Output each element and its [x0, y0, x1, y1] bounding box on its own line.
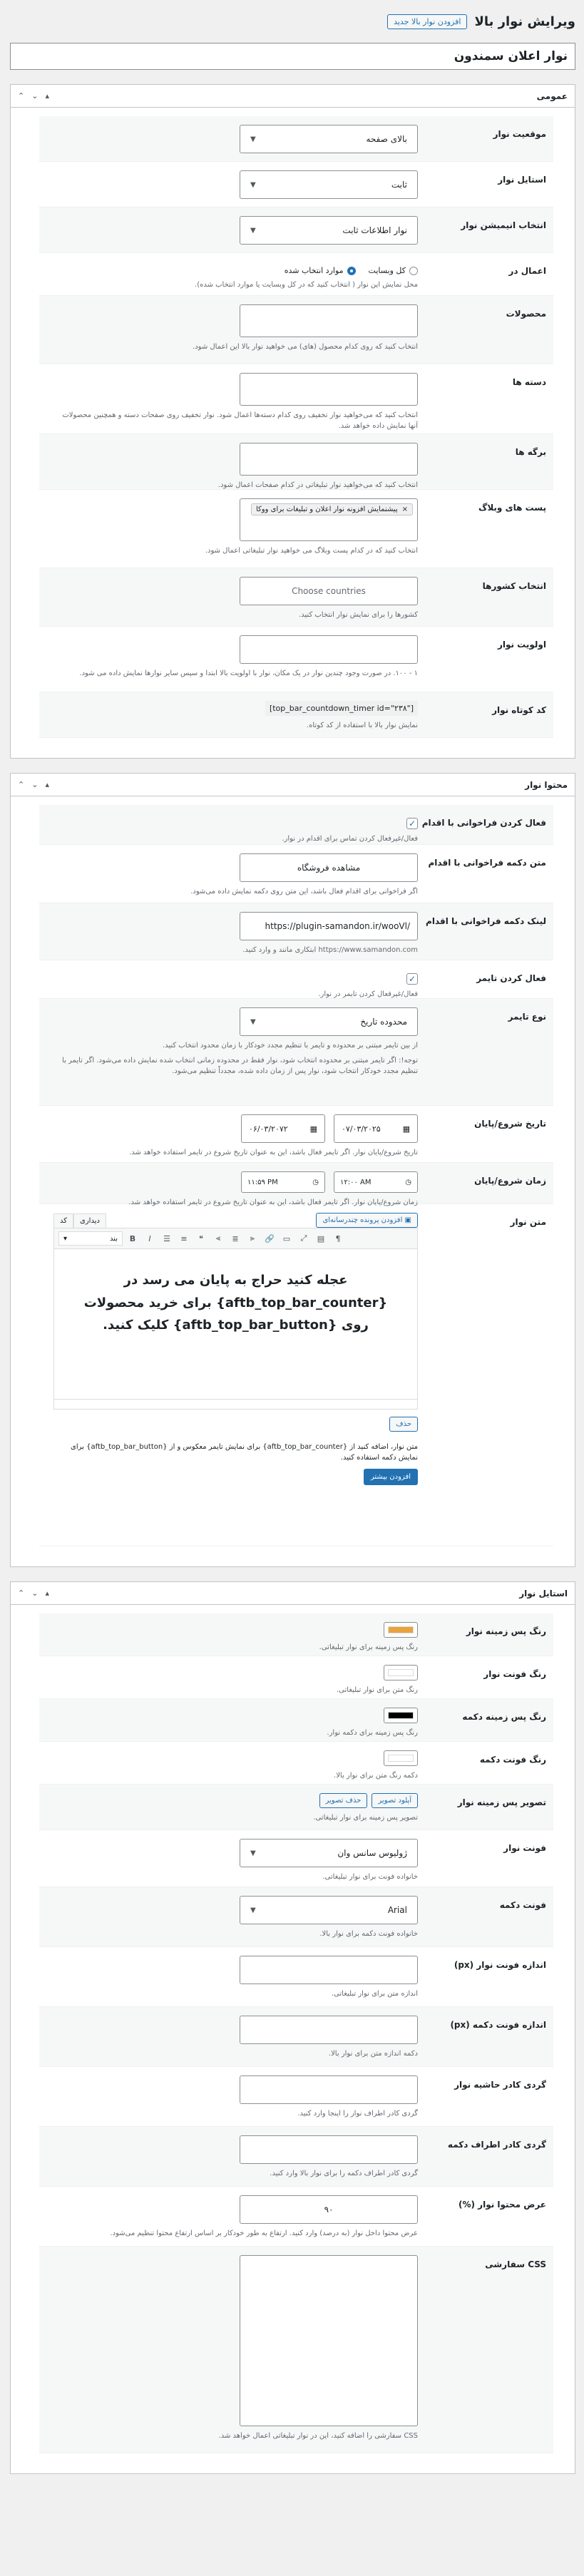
style-select[interactable]: ثابت ▼ — [240, 170, 418, 199]
chevron-down-icon: ▼ — [250, 180, 256, 189]
width-input[interactable]: ۹۰ — [240, 2195, 418, 2224]
page-header — [10, 7, 575, 36]
btn-bg-desc: رنگ پس زمینه برای دکمه نوار. — [327, 1729, 418, 1737]
shortcode-label: کد کوتاه نوار — [492, 705, 546, 715]
enable-timer-checkbox[interactable]: ✓ — [406, 973, 418, 985]
move-up-icon[interactable]: ⌃ — [18, 91, 25, 101]
font-label: فونت نوار — [503, 1843, 546, 1853]
border-radius-label: گردی کادر حاشیه نوار — [454, 2080, 546, 2090]
style-metabox-title: استایل نوار — [519, 1588, 568, 1599]
btn-font-family-select[interactable]: Arial ▼ — [240, 1896, 418, 1924]
pages-label: برگه ها — [515, 447, 546, 457]
bullet-list-icon[interactable]: ☰ — [163, 1233, 170, 1243]
bg-color-label: رنگ پس زمینه نوار — [466, 1626, 546, 1636]
bold-icon[interactable]: B — [129, 1233, 136, 1243]
font-size-input[interactable] — [240, 1956, 418, 1984]
delete-button[interactable]: حذف — [389, 1417, 418, 1432]
start-time-input[interactable]: ۱۲:۰۰ AM ◷ — [334, 1171, 418, 1193]
timer-type-note: توجه‌!: اگر تایمر مبتنی بر محدوده انتخاب شود، نوار فقط در محدوده زمانی انتخاب شده نمایش داده می‌شود. اگر تایمر با تنظیم مجدد خودکار انتخاب شود، نوار پس از زمان داده شده، مجدداً تنظیم می‌شود. — [62, 1057, 418, 1075]
bg-image-desc: تصویر پس زمینه برای نوار تبلیغاتی. — [313, 1814, 418, 1822]
timer-type-desc: از بین تایمر مبتنی بر محدوده و تایمر با تنظیم مجدد خودکار با زمان محدود انتخاب کنید. — [162, 1042, 418, 1050]
posts-select[interactable] — [240, 498, 418, 541]
remove-chip-icon[interactable]: × — [401, 506, 408, 513]
align-center-icon[interactable]: ≣ — [232, 1233, 239, 1243]
font-color-picker[interactable] — [384, 1665, 418, 1680]
toggle-panel-icon[interactable]: ▴ — [45, 1589, 49, 1598]
page-title: ویرایش نوار بالا — [474, 14, 575, 29]
fullscreen-icon[interactable]: ⤢ — [300, 1233, 307, 1243]
bg-image-label: تصویر پس زمینه نوار — [457, 1797, 546, 1807]
btn-font-label: رنگ فونت دکمه — [479, 1755, 546, 1765]
align-left-icon[interactable]: ⫷ — [215, 1233, 221, 1243]
btn-font-family-desc: خانواده فونت دکمه برای نوار بالا. — [319, 1930, 418, 1938]
chevron-down-icon: ▾ — [63, 1234, 68, 1243]
media-icon: ▣ — [404, 1216, 411, 1224]
link-icon[interactable]: 🔗 — [265, 1233, 275, 1243]
post-title-input[interactable]: نوار اعلان سمندون — [10, 43, 575, 70]
apply-on-desc: محل نمایش این نوار ( انتخاب کنید که در کل وبسایت یا موارد انتخاب شده). — [195, 281, 418, 289]
radio-selected[interactable]: موارد انتخاب شده — [285, 266, 356, 275]
categories-select[interactable] — [240, 373, 418, 406]
cta-link-input[interactable]: https://plugin-samandon.ir/wooVl/ — [240, 912, 418, 940]
start-date-input[interactable]: ۰۷/۰۳/۲۰۲۵ ▦ — [334, 1114, 418, 1143]
enable-cta-desc: فعال/غیرفعال کردن تماس برای اقدام در نوار. — [282, 835, 418, 843]
chevron-down-icon: ▼ — [250, 135, 256, 143]
toolbar-toggle-icon[interactable]: ▤ — [317, 1233, 325, 1243]
bg-color-picker[interactable] — [384, 1622, 418, 1638]
general-metabox — [10, 84, 575, 759]
editor-content[interactable]: عجله کنید حراج به پایان می رسد در {aftb_top_bar_counter} برای خرید محصولات روی {aftb_top_bar_button} کلیک کنید. — [54, 1249, 417, 1399]
width-label: عرض محتوا نوار (%) — [459, 2200, 546, 2210]
blockquote-icon[interactable]: ❝ — [199, 1233, 203, 1243]
upload-image-button[interactable]: آپلود تصویر — [372, 1793, 418, 1808]
move-down-icon[interactable]: ⌄ — [31, 1589, 39, 1598]
bar-text-note: متن نوار، اضافه کنید از {aftb_top_bar_counter} برای نمایش تایمر معکوس و از {aftb_top_bar_button} برای نمایش دکمه استفاده کنید. — [71, 1443, 418, 1462]
cta-text-input[interactable]: مشاهده فروشگاه — [240, 853, 418, 882]
tab-visual[interactable]: دیداری — [73, 1213, 106, 1228]
times-label: زمان شروع/پایان — [474, 1176, 546, 1186]
priority-label: اولویت نوار — [497, 640, 546, 650]
chevron-down-icon: ▼ — [250, 226, 256, 235]
clock-icon: ◷ — [312, 1178, 319, 1186]
btn-font-size-desc: دکمه اندازه متن برای نوار بالا. — [328, 2050, 418, 2058]
dates-label: تاریخ شروع/پایان — [474, 1119, 546, 1129]
position-select[interactable]: بالای صفحه ▼ — [240, 125, 418, 153]
btn-radius-input[interactable] — [240, 2135, 418, 2164]
tab-code[interactable]: کد — [53, 1213, 73, 1228]
posts-label: پست های وبلاگ — [478, 503, 546, 513]
cta-text-desc: اگر فراخوانی برای اقدام فعال باشد، این متن روی دکمه نمایش داده می‌شود. — [190, 888, 418, 896]
btn-radius-label: گردی کادر اطراف دکمه — [447, 2140, 546, 2150]
style-metabox — [10, 1581, 575, 2474]
countries-select[interactable]: Choose countries — [240, 577, 418, 605]
products-desc: انتخاب کنید که روی کدام محصول (های) می خواهید نوار بالا این اعمال شود. — [193, 343, 418, 351]
css-desc: CSS سفارشی را اضافه کنید، این در نوار تبلیغاتی اعمال خواهد شد. — [218, 2432, 418, 2440]
btn-font-desc: دکمه رنگ متن برای نوار بالا. — [334, 1772, 418, 1780]
format-select[interactable]: ▾ بند — [58, 1231, 123, 1246]
shortcode-value: [top_bar_countdown_timer id="۲۳۸"] — [265, 701, 418, 716]
font-size-label: اندازه فونت نوار (px) — [454, 1960, 546, 1970]
toggle-panel-icon[interactable]: ▴ — [45, 91, 49, 101]
numbered-list-icon[interactable]: ≡ — [180, 1233, 188, 1243]
chevron-down-icon: ▼ — [250, 1849, 256, 1857]
products-select[interactable] — [240, 304, 418, 337]
add-more-button[interactable]: افزودن بیشتر — [364, 1469, 418, 1485]
bar-text-label: متن نوار — [510, 1217, 546, 1227]
italic-icon[interactable]: I — [148, 1233, 151, 1243]
calendar-icon: ▦ — [402, 1124, 410, 1134]
btn-bg-picker[interactable] — [384, 1708, 418, 1723]
move-up-icon[interactable]: ⌃ — [18, 1589, 25, 1598]
times-desc: زمان شروع/پایان نوار. اگر تایمر فعال باشد، این به عنوان تاریخ شروع در تایمر استفاده خواهد شد. — [128, 1199, 418, 1206]
shortcode-desc: نمایش نوار بالا با استفاده از کد کوتاه. — [306, 722, 418, 729]
remove-image-button[interactable]: حذف تصویر — [319, 1793, 368, 1808]
custom-css-textarea[interactable] — [240, 2255, 418, 2426]
categories-desc: انتخاب کنید که می‌خواهید نوار تخفیف روی کدام دسته‌ها اعمال شود. نوار تخفیف روی صفحات دسته و همچنین محصولات آنها نمایش داده خواهد شد. — [62, 411, 418, 430]
animation-select[interactable]: نوار اطلاعات ثابت ▼ — [240, 216, 418, 245]
radio-all-site[interactable]: کل وبسایت — [369, 266, 418, 275]
move-down-icon[interactable]: ⌄ — [31, 91, 39, 101]
calendar-icon: ▦ — [309, 1124, 317, 1134]
align-right-icon[interactable]: ⫸ — [250, 1233, 255, 1243]
animation-label: انتخاب انیمیشن نوار — [461, 220, 546, 230]
priority-desc: ۱ - ۱۰۰. در صورت وجود چندین نوار در یک مکان، نوار با اولویت بالا ابتدا و سپس سایر نوارها نمایش داده می شود. — [79, 669, 418, 677]
paragraph-icon[interactable]: ¶ — [335, 1233, 341, 1243]
posts-desc: انتخاب کنید که در کدام پست وبلاگ می خواهید نوار تبلیغاتی اعمال شود. — [205, 547, 418, 555]
chevron-down-icon: ▼ — [250, 1017, 256, 1026]
priority-input[interactable] — [240, 635, 418, 664]
countries-desc: کشورها را برای نمایش نوار انتخاب کنید. — [298, 611, 418, 619]
btn-bg-label: رنگ پس زمینه دکمه — [462, 1712, 546, 1722]
categories-label: دسته ها — [512, 377, 546, 387]
products-label: محصولات — [506, 309, 546, 319]
font-color-desc: رنگ متن برای نوار تبلیغاتی. — [336, 1686, 418, 1694]
content-metabox — [10, 773, 575, 1567]
border-radius-input[interactable] — [240, 2075, 418, 2104]
enable-timer-label: فعال کردن تایمر — [476, 973, 546, 983]
pages-desc: انتخاب کنید که می‌خواهید نوار تبلیغاتی در کدام صفحات اعمال شود. — [217, 481, 418, 489]
wysiwyg-editor[interactable] — [53, 1228, 418, 1410]
add-media-button[interactable]: ▣ افزودن پرونده چندرسانه‌ای — [316, 1213, 418, 1228]
apply-on-label: اعمال در — [508, 266, 546, 276]
btn-font-size-input[interactable] — [240, 2016, 418, 2044]
btn-font-family-label: فونت دکمه — [499, 1900, 546, 1910]
btn-font-picker[interactable] — [384, 1750, 418, 1766]
enable-cta-label: فعال کردن فراخوانی با اقدام — [421, 818, 546, 828]
style-label: استایل نوار — [498, 175, 546, 185]
enable-timer-desc: فعال/غیرفعال کردن تایمر در نوار. — [318, 990, 418, 998]
timer-type-label: نوع تایمر — [508, 1012, 546, 1022]
end-time-input[interactable]: ۱۱:۵۹ PM ◷ — [241, 1171, 325, 1193]
cta-link-desc: https://www.samandon.com ابتکاری مانند و وارد کنید. — [242, 946, 418, 954]
countries-label: انتخاب کشورها — [482, 581, 546, 591]
move-down-icon[interactable]: ⌄ — [31, 780, 39, 789]
chevron-down-icon: ▼ — [250, 1906, 256, 1914]
cta-link-label: لینک دکمه فراخوانی با اقدام — [426, 916, 546, 926]
bg-color-desc: رنگ پس زمینه برای نوار تبلیغاتی. — [319, 1643, 418, 1651]
font-color-label: رنگ فونت نوار — [483, 1669, 546, 1679]
timer-type-select[interactable]: محدوده تاریخ ▼ — [240, 1007, 418, 1036]
enable-cta-checkbox[interactable]: ✓ — [406, 818, 418, 829]
general-metabox-title: عمومی — [536, 91, 568, 101]
btn-font-size-label: اندازه فونت دکمه (px) — [450, 2020, 546, 2030]
post-chip[interactable]: × پیشنمایش افزونه نوار اعلان و تبلیغات برای ووکا — [251, 503, 413, 515]
btn-radius-desc: گردی کادر اطراف دکمه را برای نوار بالا وارد کنید. — [270, 2170, 418, 2177]
end-date-input[interactable]: ۰۶/۰۳/۲۰۷۲ ▦ — [241, 1114, 325, 1143]
add-new-button[interactable]: افزودن نوار بالا جدید — [387, 14, 467, 29]
font-desc: خانواده فونت برای نوار تبلیغاتی. — [322, 1873, 418, 1881]
border-radius-desc: گردی کادر اطراف نوار را اینجا وارد کنید. — [297, 2110, 418, 2118]
font-size-desc: اندازه متن برای نوار تبلیغاتی. — [331, 1990, 418, 1998]
width-desc: عرض محتوا داخل نوار (به درصد) وارد کنید. ارتفاع به طور خودکار بر اساس ارتفاع محتوا تنظیم می‌شود. — [110, 2229, 418, 2237]
clock-icon: ◷ — [405, 1178, 411, 1186]
move-up-icon[interactable]: ⌃ — [18, 780, 25, 789]
font-select[interactable]: ژولیوس سانس وان ▼ — [240, 1839, 418, 1867]
dates-desc: تاریخ شروع/پایان نوار. اگر تایمر فعال باشد، این به عنوان تاریخ شروع در تایمر استفاده خواهد شد. — [129, 1149, 418, 1156]
content-metabox-title: محتوا نوار — [525, 779, 568, 790]
position-label: موقعیت نوار — [493, 129, 546, 139]
toggle-panel-icon[interactable]: ▴ — [45, 780, 49, 789]
read-more-icon[interactable]: ▭ — [282, 1233, 291, 1243]
css-label: CSS سفارشی — [485, 2259, 546, 2269]
cta-text-label: متن دکمه فراخوانی با اقدام — [428, 858, 546, 868]
pages-select[interactable] — [240, 443, 418, 476]
